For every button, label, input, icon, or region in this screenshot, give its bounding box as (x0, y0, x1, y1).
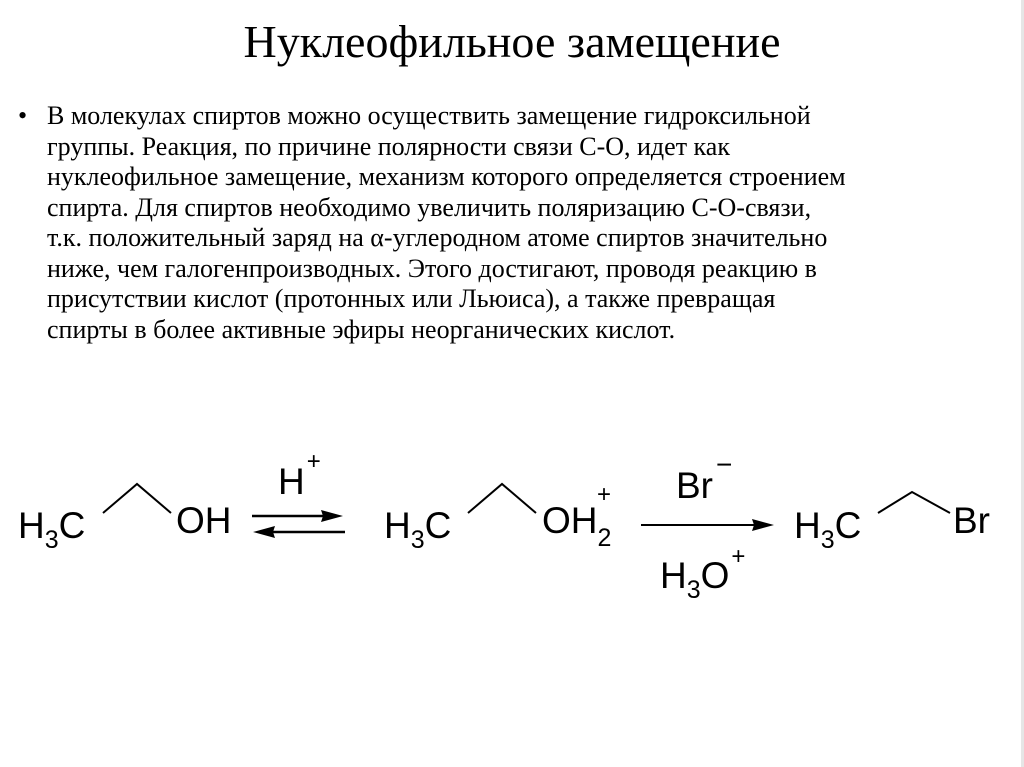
slide-title: Нуклеофильное замещение (243, 16, 781, 67)
bromide-reagent-label: Br− (676, 449, 733, 506)
paragraph-line: т.к. положительный заряд на α-углеродном атоме спиртов значительно (47, 223, 828, 252)
paragraph-line: ниже, чем галогенпроизводных. Этого достигают, проводя реакцию в (47, 253, 817, 283)
ethanol-structure (18, 484, 232, 554)
body-paragraph (47, 101, 1012, 345)
paragraph-line: В молекулах спиртов можно осуществить замещение гидроксильной (47, 101, 811, 130)
paragraph-line: присутствии кислот (протонных или Льюиса), а также превращая (47, 284, 776, 313)
substitution-arrow (641, 449, 774, 604)
ethanol-hydroxyl-label: OH (176, 500, 232, 541)
paragraph-line: группы. Реакция, по причине полярности связи С-О, идет как (47, 131, 730, 161)
paragraph-line: нуклеофильное замещение, механизм которого определяется строением (47, 162, 846, 191)
product-methyl-label: $H_3C$ (794, 505, 862, 554)
proton-reagent-label: H+ (278, 448, 321, 502)
oxonium-charge: + (597, 481, 612, 508)
protonated-methyl-label: $H_3C$ (384, 505, 452, 554)
equilibrium-arrow (252, 448, 345, 538)
bullet-marker: • (18, 101, 28, 130)
reaction-scheme (0, 430, 1020, 620)
ethanol-methyl-label: $H_3C$ (18, 505, 86, 554)
protonated-bond-line (468, 484, 536, 513)
protonated-ethanol-structure (384, 481, 611, 554)
ethanol-bond-line (103, 484, 171, 513)
oxonium-label: $OH_2$ (542, 500, 612, 552)
bromine-label: Br (953, 500, 990, 541)
product-bond-line (878, 492, 950, 513)
paragraph-line: спирта. Для спиртов необходимо увеличить поляризацию С-О-связи, (47, 192, 812, 222)
bromoethane-structure (794, 492, 990, 554)
hydronium-byproduct-label: $H_3O^+$ (660, 543, 746, 604)
paragraph-line: спирты в более активные эфиры неорганических кислот. (47, 314, 676, 344)
